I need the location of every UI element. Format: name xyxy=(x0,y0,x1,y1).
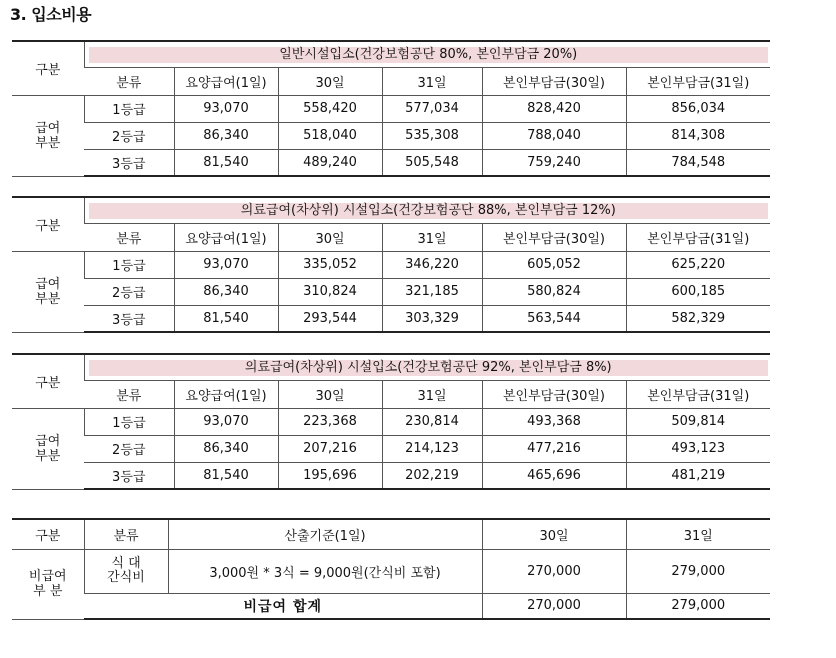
band-title: 일반시설입소(건강보험공단 80%, 본인부담금 20%) xyxy=(89,47,769,63)
fee-table-medical-92 xyxy=(12,353,770,490)
band-title: 의료급여(차상위) 시설입소(건강보험공단 88%, 본인부담금 12%) xyxy=(89,203,769,219)
basis-cell: 3,000원 * 3식 = 9,000원(간식비 포함) xyxy=(168,549,482,593)
grade-cell: 1등급 xyxy=(84,95,174,122)
fee-table-nonbenefit xyxy=(12,518,770,620)
meal-30-cell: 270,000 xyxy=(482,549,626,593)
grade-cell: 3등급 xyxy=(84,462,174,489)
col-30days: 30일 xyxy=(482,519,626,549)
col-bunryu: 분류 xyxy=(84,223,174,251)
daily-cell: 86,340 xyxy=(174,278,278,305)
s30-cell: 759,240 xyxy=(482,149,626,176)
d30-cell: 518,040 xyxy=(278,122,382,149)
table-row xyxy=(12,278,770,305)
daily-cell: 86,340 xyxy=(174,122,278,149)
band-cell xyxy=(84,41,770,67)
col-self31: 본인부담금(31일) xyxy=(626,380,770,408)
s30-cell: 788,040 xyxy=(482,122,626,149)
s30-cell: 605,052 xyxy=(482,251,626,278)
col-30days: 30일 xyxy=(278,67,382,95)
col-31days: 31일 xyxy=(382,67,482,95)
s30-cell: 828,420 xyxy=(482,95,626,122)
col-bunryu: 분류 xyxy=(84,519,168,549)
table-row xyxy=(12,462,770,489)
d30-cell: 223,368 xyxy=(278,408,382,435)
daily-cell: 81,540 xyxy=(174,305,278,332)
d31-cell: 346,220 xyxy=(382,251,482,278)
col-daily: 요양급여(1일) xyxy=(174,223,278,251)
grade-cell: 1등급 xyxy=(84,251,174,278)
grade-cell: 2등급 xyxy=(84,435,174,462)
col-self30: 본인부담금(30일) xyxy=(482,223,626,251)
grade-cell: 3등급 xyxy=(84,305,174,332)
d30-cell: 558,420 xyxy=(278,95,382,122)
band-cell xyxy=(84,197,770,223)
col-bunryu: 분류 xyxy=(84,380,174,408)
gubun-label: 구분 xyxy=(12,197,84,251)
gubun-label: 구분 xyxy=(12,41,84,95)
grade-cell: 1등급 xyxy=(84,408,174,435)
d30-cell: 310,824 xyxy=(278,278,382,305)
d31-cell: 505,548 xyxy=(382,149,482,176)
grade-cell: 2등급 xyxy=(84,278,174,305)
table-row xyxy=(12,593,770,619)
col-self31: 본인부담금(31일) xyxy=(626,67,770,95)
d30-cell: 489,240 xyxy=(278,149,382,176)
daily-cell: 93,070 xyxy=(174,251,278,278)
s31-cell: 582,329 xyxy=(626,305,770,332)
col-daily: 요양급여(1일) xyxy=(174,380,278,408)
table-row xyxy=(12,95,770,122)
s30-cell: 493,368 xyxy=(482,408,626,435)
category-label: 급여 부분 xyxy=(12,408,84,489)
d31-cell: 321,185 xyxy=(382,278,482,305)
d31-cell: 214,123 xyxy=(382,435,482,462)
table-row xyxy=(12,549,770,593)
col-self30: 본인부담금(30일) xyxy=(482,380,626,408)
total-31-cell: 279,000 xyxy=(626,593,770,619)
table-row xyxy=(12,251,770,278)
col-basis: 산출기준(1일) xyxy=(168,519,482,549)
fee-table-medical-88 xyxy=(12,196,770,333)
daily-cell: 86,340 xyxy=(174,435,278,462)
gubun-label: 구분 xyxy=(12,519,84,549)
table-row xyxy=(12,305,770,332)
grade-cell: 2등급 xyxy=(84,122,174,149)
d30-cell: 335,052 xyxy=(278,251,382,278)
daily-cell: 81,540 xyxy=(174,462,278,489)
table-row xyxy=(12,149,770,176)
meal-label: 식 대 간식비 xyxy=(84,549,168,593)
s31-cell: 481,219 xyxy=(626,462,770,489)
col-31days: 31일 xyxy=(382,223,482,251)
col-self31: 본인부담금(31일) xyxy=(626,223,770,251)
d30-cell: 195,696 xyxy=(278,462,382,489)
s31-cell: 856,034 xyxy=(626,95,770,122)
grade-cell: 3등급 xyxy=(84,149,174,176)
s31-cell: 814,308 xyxy=(626,122,770,149)
table-row xyxy=(12,408,770,435)
category-label: 급여 부분 xyxy=(12,251,84,332)
s30-cell: 465,696 xyxy=(482,462,626,489)
s31-cell: 509,814 xyxy=(626,408,770,435)
d31-cell: 577,034 xyxy=(382,95,482,122)
d31-cell: 303,329 xyxy=(382,305,482,332)
col-30days: 30일 xyxy=(278,380,382,408)
col-daily: 요양급여(1일) xyxy=(174,67,278,95)
meal-31-cell: 279,000 xyxy=(626,549,770,593)
daily-cell: 81,540 xyxy=(174,149,278,176)
d31-cell: 202,219 xyxy=(382,462,482,489)
d30-cell: 207,216 xyxy=(278,435,382,462)
s31-cell: 625,220 xyxy=(626,251,770,278)
daily-cell: 93,070 xyxy=(174,408,278,435)
col-31days: 31일 xyxy=(626,519,770,549)
s30-cell: 580,824 xyxy=(482,278,626,305)
fee-table-general xyxy=(12,40,770,177)
table-row xyxy=(12,122,770,149)
total-label: 비급여 합계 xyxy=(84,593,482,619)
d31-cell: 535,308 xyxy=(382,122,482,149)
daily-cell: 93,070 xyxy=(174,95,278,122)
d30-cell: 293,544 xyxy=(278,305,382,332)
col-self30: 본인부담금(30일) xyxy=(482,67,626,95)
band-title: 의료급여(차상위) 시설입소(건강보험공단 92%, 본인부담금 8%) xyxy=(89,360,769,376)
s30-cell: 477,216 xyxy=(482,435,626,462)
s31-cell: 493,123 xyxy=(626,435,770,462)
col-30days: 30일 xyxy=(278,223,382,251)
table-row xyxy=(12,435,770,462)
s30-cell: 563,544 xyxy=(482,305,626,332)
category-label: 비급여 부 분 xyxy=(12,549,84,619)
band-cell xyxy=(84,354,770,380)
s31-cell: 784,548 xyxy=(626,149,770,176)
s31-cell: 600,185 xyxy=(626,278,770,305)
gubun-label: 구분 xyxy=(12,354,84,408)
total-30-cell: 270,000 xyxy=(482,593,626,619)
d31-cell: 230,814 xyxy=(382,408,482,435)
col-bunryu: 분류 xyxy=(84,67,174,95)
col-31days: 31일 xyxy=(382,380,482,408)
category-label: 급여 부분 xyxy=(12,95,84,176)
section-heading: 3. 입소비용 xyxy=(10,5,92,24)
